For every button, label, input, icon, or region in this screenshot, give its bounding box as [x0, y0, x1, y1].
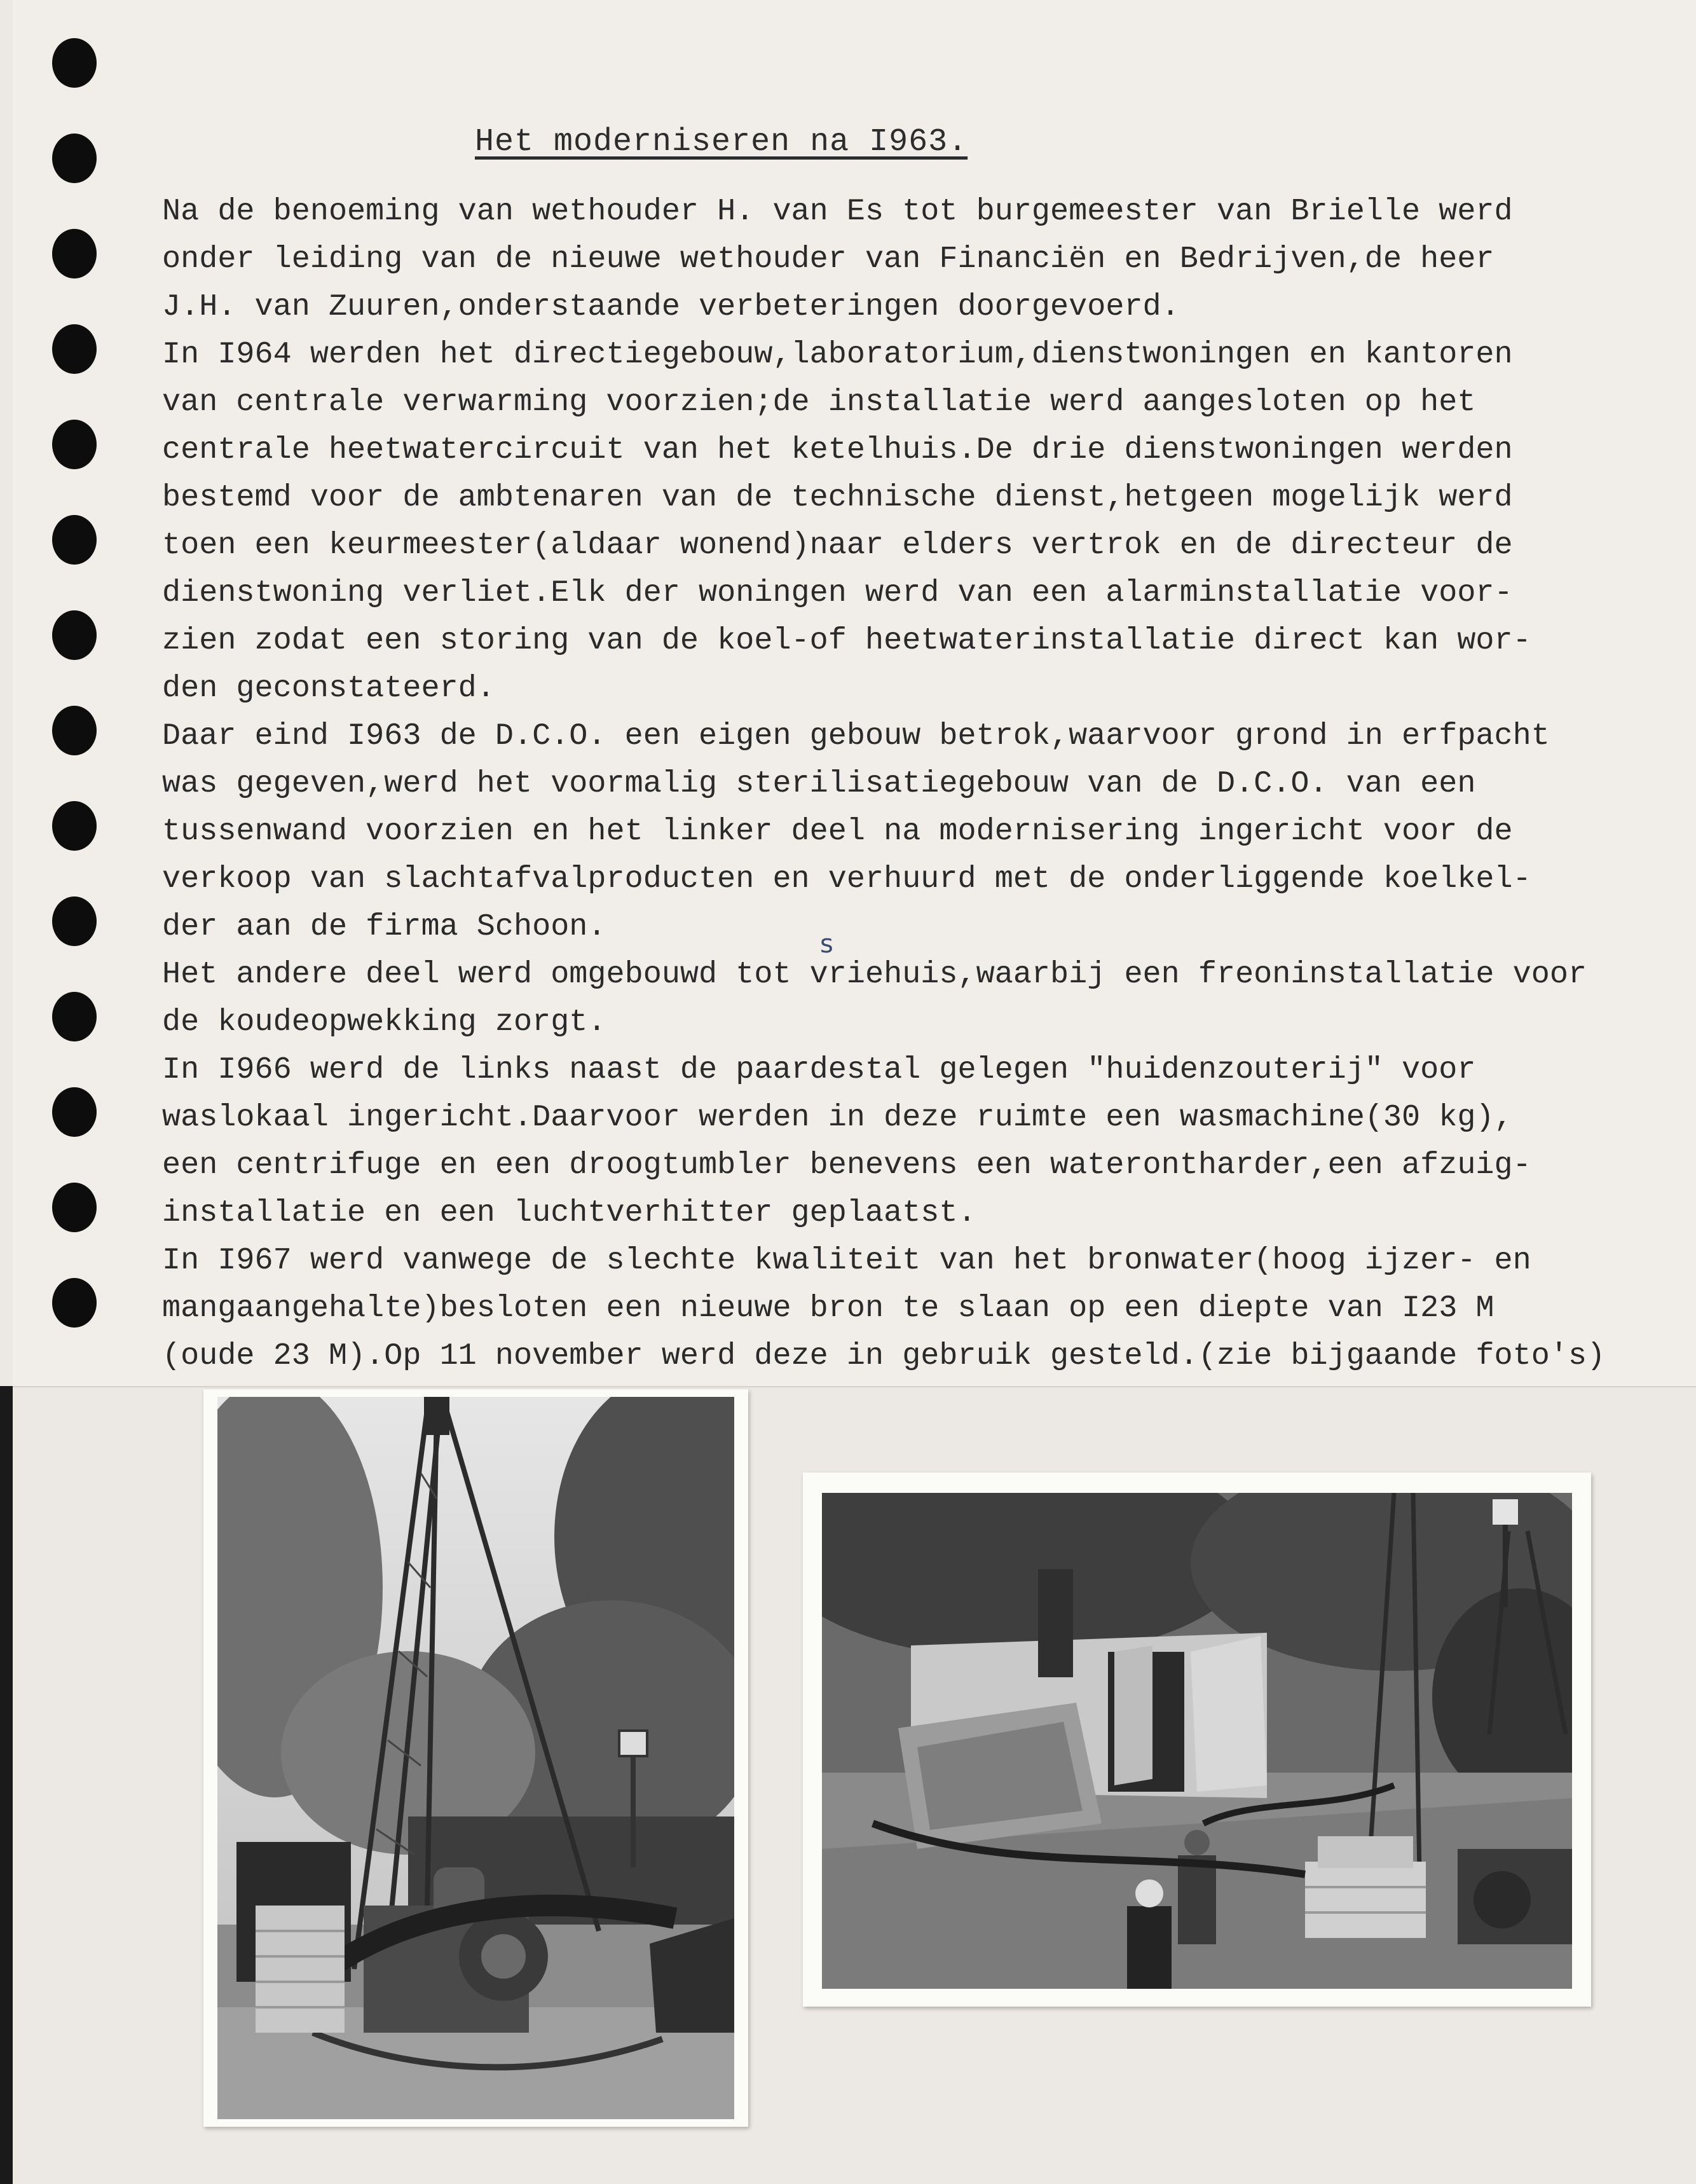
text-line: een centrifuge en een droogtumbler benevens een waterontharder,een afzuig- [162, 1148, 1531, 1183]
text-line: den geconstateerd. [162, 671, 495, 706]
punch-hole [52, 324, 97, 374]
text-line: bestemd voor de ambtenaren van de technische dienst,hetgeen mogelijk werd [162, 480, 1513, 515]
text-line: mangaangehalte)besloten een nieuwe bron te slaan op een diepte van I23 M [162, 1291, 1494, 1326]
punch-hole [52, 134, 97, 183]
text-line: In I966 werd de links naast de paardestal gelegen "huidenzouterij" voor [162, 1052, 1476, 1087]
text-line: In I967 werd vanwege de slechte kwaliteit van het bronwater(hoog ijzer- en [162, 1243, 1531, 1278]
text-line: tussenwand voorzien en het linker deel na modernisering ingericht voor de [162, 814, 1513, 849]
punch-hole [52, 1087, 97, 1137]
text-line: de koudeopwekking zorgt. [162, 1005, 606, 1040]
text-line: J.H. van Zuuren,onderstaande verbeteringen doorgevoerd. [162, 289, 1180, 324]
punch-hole [52, 515, 97, 565]
punch-hole [52, 801, 97, 851]
text-line: was gegeven,werd het voormalig sterilisatiegebouw van de D.C.O. van een [162, 766, 1476, 801]
background-strip [0, 1386, 13, 2184]
text-line: centrale heetwatercircuit van het ketelhuis.De drie dienstwoningen werden [162, 432, 1513, 467]
handwritten-correction: s [820, 930, 833, 959]
text-line: Na de benoeming van wethouder H. van Es tot burgemeester van Brielle werd [162, 194, 1513, 229]
photo-work-site [803, 1473, 1591, 2007]
work-site-image [822, 1493, 1572, 1989]
text-line: der aan de firma Schoon. [162, 909, 606, 944]
text-line: installatie en een luchtverhitter geplaatst. [162, 1195, 976, 1230]
drilling-rig-image [217, 1397, 734, 2119]
text-line: Daar eind I963 de D.C.O. een eigen gebouw betrok,waarvoor grond in erfpacht [162, 718, 1550, 753]
text-line: van centrale verwarming voorzien;de installatie werd aangesloten op het [162, 385, 1476, 420]
text-line: verkoop van slachtafvalproducten en verhuurd met de onderliggende koelkel- [162, 862, 1531, 896]
text-line: dienstwoning verliet.Elk der woningen werd van een alarminstallatie voor- [162, 575, 1513, 610]
punch-hole [52, 1183, 97, 1232]
text-line: In I964 werden het directiegebouw,laboratorium,dienstwoningen en kantoren [162, 337, 1513, 372]
text-line: zien zodat een storing van de koel-of heetwaterinstallatie direct kan wor- [162, 623, 1531, 658]
typed-body [162, 188, 1675, 1380]
punch-holes [52, 38, 97, 1342]
text-line: onder leiding van de nieuwe wethouder van Financiën en Bedrijven,de heer [162, 242, 1494, 277]
punch-hole [52, 420, 97, 469]
punch-hole [52, 896, 97, 946]
punch-hole [52, 229, 97, 278]
text-line: waslokaal ingericht.Daarvoor werden in deze ruimte een wasmachine(30 kg), [162, 1100, 1513, 1135]
photo-drilling-rig [203, 1389, 748, 2127]
punch-hole [52, 38, 97, 88]
text-line: (oude 23 M).Op 11 november werd deze in gebruik gesteld.(zie bijgaande foto's) [162, 1338, 1606, 1373]
text-line: toen een keurmeester(aldaar wonend)naar elders vertrok en de directeur de [162, 528, 1513, 563]
punch-hole [52, 706, 97, 755]
punch-hole [52, 992, 97, 1041]
typed-sheet [13, 0, 1696, 1387]
punch-hole [52, 1278, 97, 1328]
text-line: Het andere deel werd omgebouwd tot vriehuis,waarbij een freoninstallatie voor [162, 957, 1587, 992]
punch-hole [52, 610, 97, 660]
page-title: Het moderniseren na I963. [475, 124, 968, 160]
